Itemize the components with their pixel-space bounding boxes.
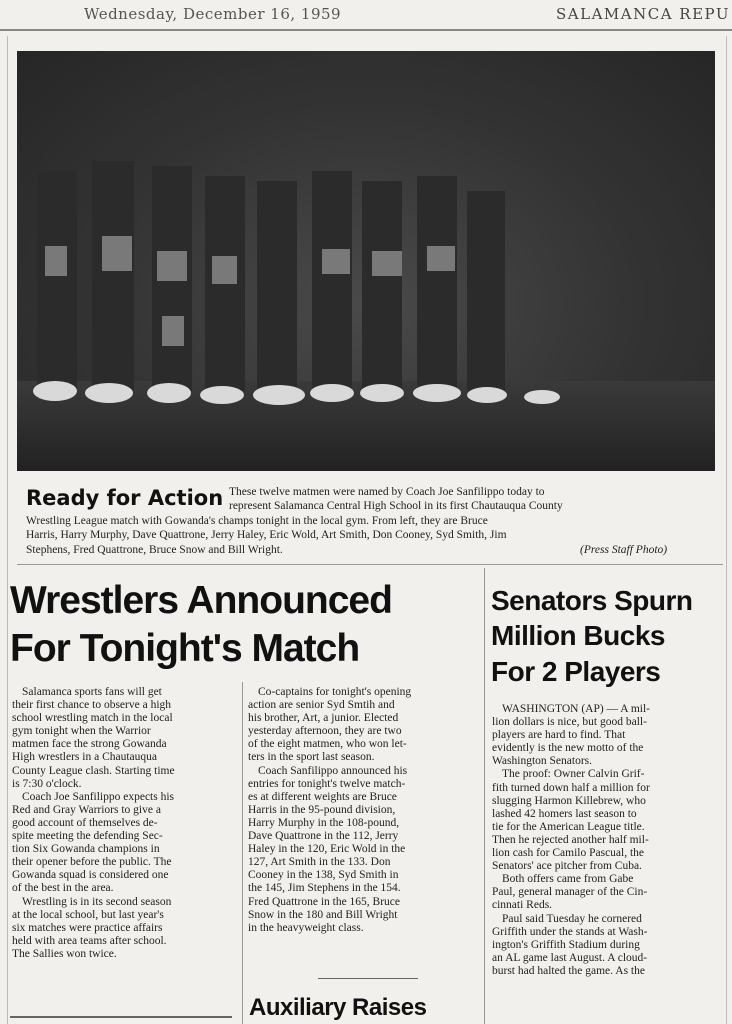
body-line: Griffith under the stands at Wash- bbox=[492, 925, 648, 938]
body-line: lion cash for Camilo Pascual, the bbox=[492, 847, 645, 860]
body-line: lashed 42 homers last season to bbox=[492, 807, 637, 820]
body-line: Fred Quattrone in the 165, Bruce bbox=[248, 895, 401, 908]
page-date: Wednesday, December 16, 1959 bbox=[84, 5, 342, 23]
body-line: Paul, general manager of the Cin- bbox=[492, 886, 648, 899]
story-end-rule bbox=[10, 1016, 232, 1018]
body-line: evidently is the new motto of the bbox=[492, 742, 644, 755]
body-line: Paul said Tuesday he cornered bbox=[502, 912, 642, 925]
body-line: gym tonight when the Warrior bbox=[12, 725, 151, 738]
body-line: in the heavyweight class. bbox=[248, 921, 364, 934]
body-line: their opener before the public. The bbox=[12, 856, 172, 869]
body-line: school wrestling match in the local bbox=[12, 712, 173, 725]
body-line: Gowanda squad is considered one bbox=[12, 869, 169, 882]
body-line: action are senior Syd Smtih and bbox=[248, 699, 395, 712]
body-line: yesterday afternoon, they are two bbox=[248, 725, 402, 738]
body-line: Snow in the 180 and Bill Wright bbox=[248, 908, 398, 921]
body-line: ington's Griffith Stadium during bbox=[492, 938, 640, 951]
body-line: spite meeting the defending Sec- bbox=[12, 830, 163, 843]
body-line: High wrestlers in a Chautauqua bbox=[12, 751, 157, 764]
story-headline-line: For Tonight's Match bbox=[10, 627, 360, 670]
body-line: matmen face the strong Gowanda bbox=[12, 738, 167, 751]
body-line: Haley in the 120, Eric Wold in the bbox=[248, 843, 406, 856]
masthead-rule bbox=[0, 29, 732, 31]
wrestlers-photo bbox=[17, 51, 715, 471]
story-headline-line: For 2 Players bbox=[491, 656, 661, 687]
story-column-1 bbox=[12, 686, 175, 961]
body-line: his brother, Art, a junior. Elected bbox=[248, 712, 399, 725]
body-line: is 7:30 o'clock. bbox=[12, 777, 82, 790]
body-line: entries for tonight's twelve match- bbox=[248, 777, 406, 790]
body-line: lion dollars is nice, but good ball- bbox=[492, 716, 647, 729]
story-headline-line: Wrestlers Announced bbox=[10, 579, 392, 622]
column-rule bbox=[242, 682, 243, 1024]
body-line: Both offers came from Gabe bbox=[502, 873, 634, 886]
body-line: Coach Sanfilippo announced his bbox=[258, 764, 408, 777]
body-line: Salamanca sports fans will get bbox=[22, 686, 162, 698]
caption-line: Wrestling League match with Gowanda's champs tonight in the local gym. From left, they are Bruce bbox=[26, 515, 488, 527]
body-line: six matches were practice affairs bbox=[12, 921, 163, 934]
story-end-rule bbox=[318, 978, 418, 979]
caption-line: Stephens, Fred Quattrone, Bruce Snow and Bill Wright. bbox=[26, 544, 283, 556]
body-line: WASHINGTON (AP) — A mil- bbox=[502, 703, 651, 715]
body-line: es at different weights are Bruce bbox=[248, 790, 397, 803]
caption-line: Harris, Harry Murphy, Dave Quattrone, Jerry Haley, Eric Wold, Art Smith, Don Cooney, Syd Smith, Jim bbox=[26, 529, 507, 541]
body-line: 127, Art Smith in the 133. Don bbox=[248, 856, 391, 869]
body-line: Harry Murphy in the 108-pound, bbox=[248, 816, 400, 829]
body-line: Co-captains for tonight's opening bbox=[258, 686, 412, 698]
wrestlers-photo-image bbox=[17, 51, 715, 471]
left-margin-rule bbox=[7, 36, 8, 1024]
column-rule bbox=[484, 568, 485, 1024]
body-line: fith turned down half a million for bbox=[492, 781, 650, 794]
body-line: County League clash. Starting time bbox=[12, 764, 175, 777]
caption-title: Ready for Action bbox=[26, 486, 224, 510]
body-line: Harris in the 95-pound division, bbox=[248, 803, 396, 816]
caption-rule bbox=[17, 564, 723, 565]
body-line: tion Six Gowanda champions in bbox=[12, 843, 160, 856]
body-line: of the eight matmen, who won let- bbox=[248, 738, 407, 751]
body-line: The Sallies won twice. bbox=[12, 947, 117, 960]
body-line: of the best in the area. bbox=[12, 882, 114, 895]
photo-credit: (Press Staff Photo) bbox=[580, 544, 668, 556]
story-headline: Auxiliary Raises bbox=[249, 994, 427, 1021]
body-line: good account of themselves de- bbox=[12, 816, 158, 829]
story-headline-line: Million Bucks bbox=[491, 620, 665, 651]
body-line: Then he rejected another half mil- bbox=[492, 833, 649, 846]
body-line: tie for the American League title. bbox=[492, 820, 645, 833]
newspaper-name: SALAMANCA REPU bbox=[556, 5, 731, 23]
body-line: players are hard to find. That bbox=[492, 729, 626, 742]
body-line: Red and Gray Warriors to give a bbox=[12, 803, 161, 816]
body-line: burst had halted the game. As the bbox=[492, 964, 645, 977]
body-line: ters in the sport last season. bbox=[248, 751, 375, 764]
right-margin-rule bbox=[726, 36, 727, 1024]
body-line: held with area teams after school. bbox=[12, 934, 167, 947]
body-line: Dave Quattrone in the 112, Jerry bbox=[248, 830, 399, 843]
caption-line: represent Salamanca Central High School in its first Chautauqua County bbox=[229, 500, 563, 512]
caption-line: These twelve matmen were named by Coach Joe Sanfilippo today to bbox=[229, 486, 545, 498]
body-line: Washington Senators. bbox=[492, 755, 593, 768]
body-line: the 145, Jim Stephens in the 154. bbox=[248, 882, 401, 895]
body-line: their first chance to observe a high bbox=[12, 699, 172, 712]
body-line: cinnati Reds. bbox=[492, 899, 553, 912]
body-line: Wrestling is in its second season bbox=[22, 895, 172, 908]
body-line: Cooney in the 138, Syd Smith in bbox=[248, 869, 399, 882]
body-line: slugging Harmon Killebrew, who bbox=[492, 794, 646, 807]
body-line: The proof: Owner Calvin Grif- bbox=[502, 768, 645, 781]
story-column-2 bbox=[248, 686, 411, 935]
story-headline-line: Senators Spurn bbox=[491, 585, 693, 616]
story-column-3 bbox=[492, 703, 650, 978]
body-line: Senators' ace pitcher from Cuba. bbox=[492, 860, 642, 873]
body-line: Coach Joe Sanfilippo expects his bbox=[22, 790, 175, 803]
body-line: at the local school, but last year's bbox=[12, 908, 164, 921]
body-line: an AL game last August. A cloud- bbox=[492, 951, 648, 964]
